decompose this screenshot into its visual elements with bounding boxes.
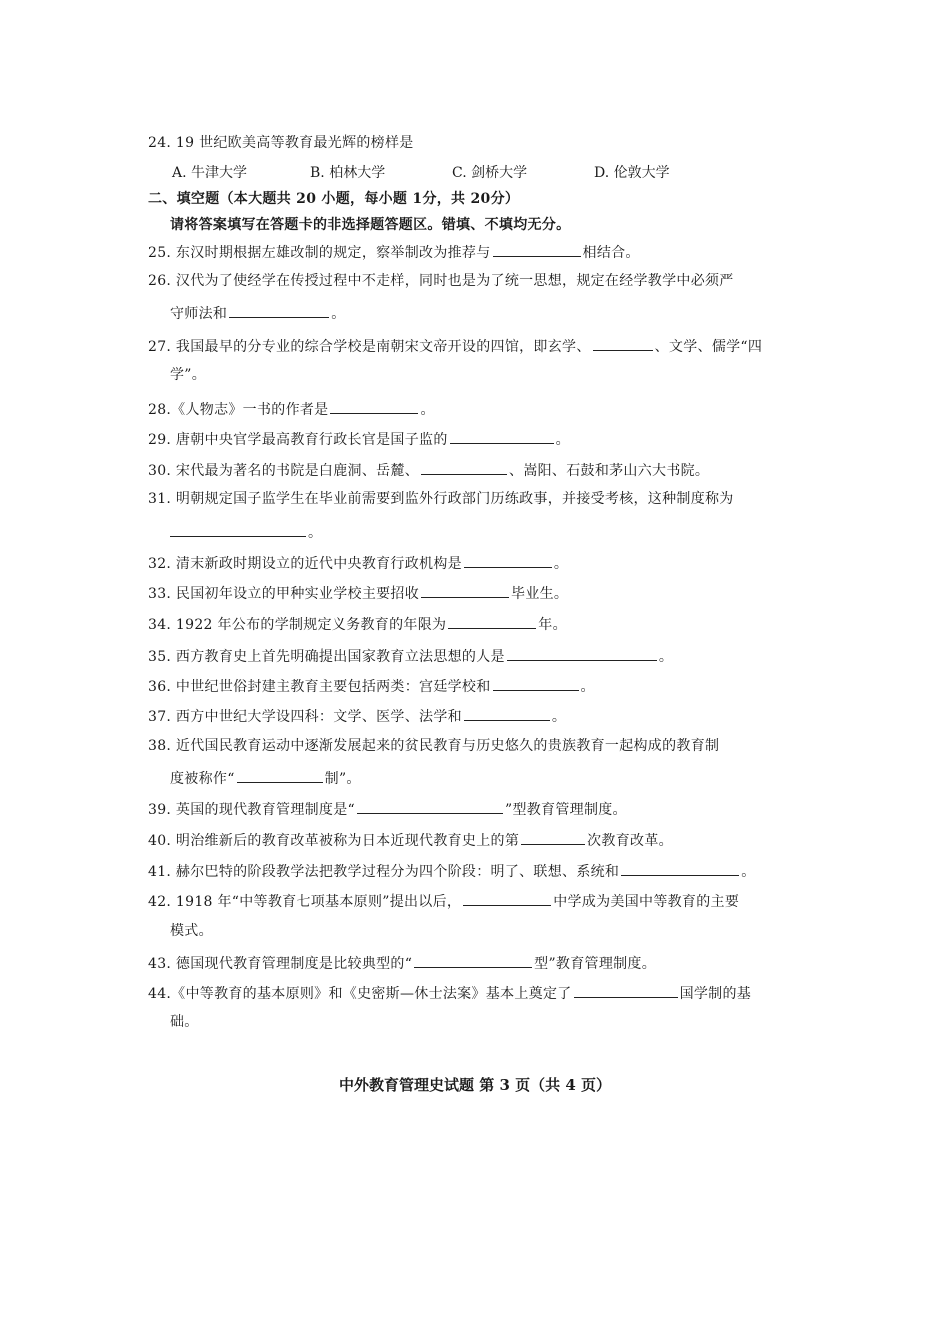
question-24-option-c: C. 剑桥大学 [452, 165, 528, 181]
question-32 [148, 553, 568, 573]
question-42-text: 42. 1918 年“中等教育七项基本原则”提出以后， [148, 894, 462, 910]
question-34 [148, 614, 567, 634]
question-36 [148, 676, 595, 696]
question-24-stem: 24. 19 世纪欧美高等教育最光辉的榜样是 [148, 135, 414, 151]
question-42-cont: 模式。 [170, 923, 213, 939]
question-38 [148, 737, 719, 755]
answer-blank [464, 706, 550, 721]
answer-blank [357, 799, 503, 814]
question-40-tail: 次教育改革。 [587, 833, 673, 849]
question-27-tail: 、文学、儒学“四 [654, 339, 763, 355]
answer-blank [593, 336, 653, 351]
question-38-cont-text: 度被称作“ [170, 771, 235, 787]
question-41 [148, 861, 756, 881]
question-43-text: 43. 德国现代教育管理制度是比较典型的“ [148, 956, 413, 972]
question-26-cont-text: 守师法和 [170, 306, 228, 322]
question-31-tail: 。 [308, 525, 323, 541]
question-34-text: 34. 1922 年公布的学制规定义务教育的年限为 [148, 617, 447, 633]
answer-blank [507, 646, 657, 661]
question-37-tail: 。 [551, 709, 567, 725]
answer-blank [448, 614, 536, 629]
question-27-cont: 学”。 [170, 367, 207, 383]
question-31 [148, 490, 734, 508]
question-35 [148, 646, 673, 666]
question-44 [148, 983, 751, 1003]
question-43-tail: 型”教育管理制度。 [534, 956, 657, 972]
question-26-cont [170, 303, 346, 323]
question-26 [148, 272, 734, 290]
question-39-text: 39. 英国的现代教育管理制度是“ [148, 802, 355, 818]
answer-blank [521, 830, 585, 845]
answer-blank [421, 583, 509, 598]
question-24-option-d: D. 伦敦大学 [594, 165, 670, 181]
page-footer: 中外教育管理史试题 第 3 页（共 4 页） [339, 1076, 611, 1094]
answer-blank [450, 429, 554, 444]
question-42 [148, 891, 739, 911]
question-44-text: 44.《中等教育的基本原则》和《史密斯—休士法案》基本上奠定了 [148, 986, 572, 1002]
answer-blank [464, 553, 552, 568]
question-32-tail: 。 [553, 556, 569, 572]
question-38-text: 38. 近代国民教育运动中逐渐发展起来的贫民教育与历史悠久的贵族教育一起构成的教育制 [148, 738, 720, 754]
section-title: 二、填空题（本大题共 20 小题，每小题 1分，共 20分） [148, 191, 520, 207]
answer-blank [170, 522, 306, 537]
answer-blank [574, 983, 678, 998]
question-36-text: 36. 中世纪世俗封建主教育主要包括两类：宫廷学校和 [148, 679, 491, 695]
question-30 [148, 460, 709, 480]
question-36-tail: 。 [580, 679, 595, 695]
question-31-text: 31. 明朝规定国子监学生在毕业前需要到监外行政部门历练政事，并接受考核，这种制度称为 [148, 491, 734, 507]
question-26-tail: 。 [331, 306, 346, 322]
question-41-tail: 。 [741, 864, 756, 880]
answer-blank [421, 460, 507, 475]
question-44-cont: 础。 [170, 1014, 199, 1030]
question-35-text: 35. 西方教育史上首先明确提出国家教育立法思想的人是 [148, 649, 505, 665]
question-41-text: 41. 赫尔巴特的阶段教学法把教学过程分为四个阶段：明了、联想、系统和 [148, 864, 620, 880]
question-42-tail: 中学成为美国中等教育的主要 [553, 894, 740, 910]
question-29-text: 29. 唐朝中央官学最高教育行政长官是国子监的 [148, 432, 448, 448]
section-instruction: 请将答案填写在答题卡的非选择题答题区。错填、不填均无分。 [170, 217, 571, 233]
question-29-tail: 。 [555, 432, 570, 448]
question-28-text: 28.《人物志》一书的作者是 [148, 402, 329, 418]
question-39-tail: ”型教育管理制度。 [504, 802, 627, 818]
answer-blank [621, 861, 739, 876]
answer-blank [463, 891, 551, 906]
question-27-text: 27. 我国最早的分专业的综合学校是南朝宋文帝开设的四馆，即玄学、 [148, 339, 591, 355]
answer-blank [493, 676, 579, 691]
question-24-option-b: B. 柏林大学 [310, 165, 386, 181]
question-29 [148, 429, 570, 449]
question-40 [148, 830, 673, 850]
answer-blank [414, 953, 532, 968]
question-26-text: 26. 汉代为了使经学在传授过程中不走样，同时也是为了统一思想，规定在经学教学中必须严 [148, 273, 734, 289]
question-37-text: 37. 西方中世纪大学设四科：文学、医学、法学和 [148, 709, 462, 725]
question-27 [148, 336, 762, 356]
answer-blank [493, 242, 581, 257]
question-25-tail: 相结合。 [582, 245, 640, 261]
question-38-cont [170, 768, 361, 788]
question-34-tail: 年。 [538, 617, 567, 633]
question-40-text: 40. 明治维新后的教育改革被称为日本近现代教育史上的第 [148, 833, 520, 849]
question-33-tail: 毕业生。 [511, 586, 569, 602]
question-30-text: 30. 宋代最为著名的书院是白鹿洞、岳麓、 [148, 463, 420, 479]
question-33 [148, 583, 568, 603]
question-38-tail: 制”。 [324, 771, 361, 787]
question-28-tail: 。 [420, 402, 435, 418]
question-24-option-a: A. 牛津大学 [172, 165, 248, 181]
question-39 [148, 799, 627, 819]
answer-blank [229, 303, 329, 318]
question-28 [148, 399, 435, 419]
answer-blank [330, 399, 418, 414]
question-25-text: 25. 东汉时期根据左雄改制的规定，察举制改为推荐与 [148, 245, 491, 261]
question-32-text: 32. 清末新政时期设立的近代中央教育行政机构是 [148, 556, 462, 572]
question-33-text: 33. 民国初年设立的甲种实业学校主要招收 [148, 586, 420, 602]
question-35-tail: 。 [658, 649, 674, 665]
question-30-tail: 、嵩阳、石鼓和茅山六大书院。 [509, 463, 710, 479]
question-25 [148, 242, 640, 262]
question-44-tail: 国学制的基 [679, 986, 752, 1002]
question-43 [148, 953, 656, 973]
answer-blank [237, 768, 323, 783]
question-31-cont [170, 522, 322, 542]
question-37 [148, 706, 566, 726]
